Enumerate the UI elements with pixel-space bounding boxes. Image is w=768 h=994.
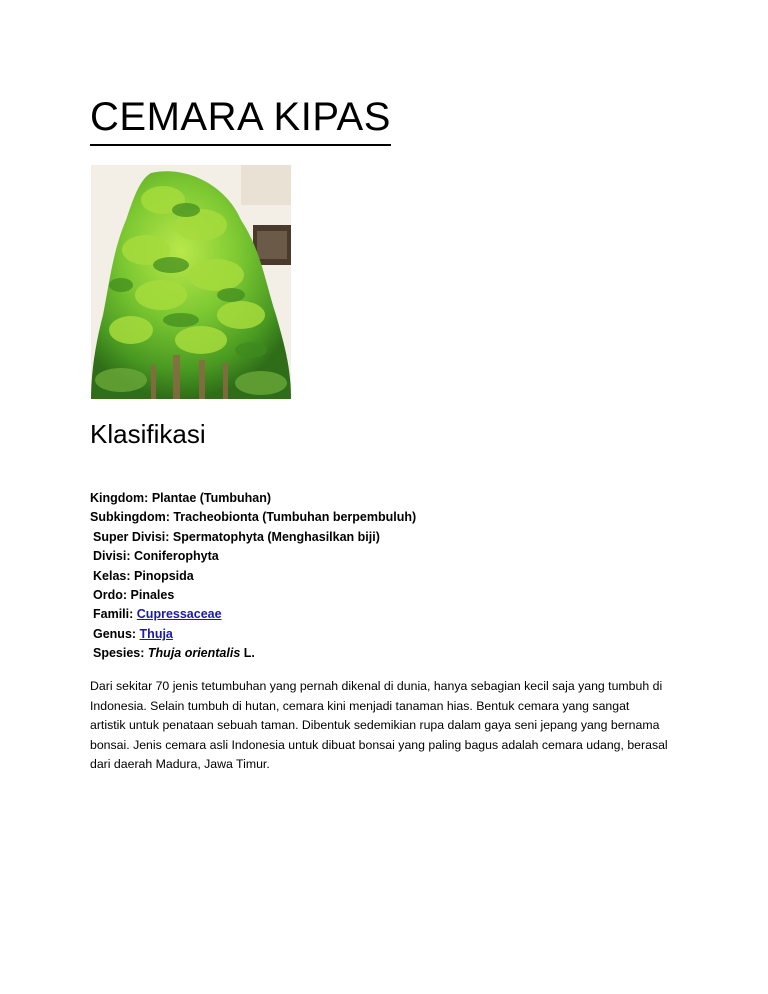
- classification-famili: [90, 605, 416, 624]
- classification-label: Kingdom:: [90, 491, 149, 505]
- paragraph-line: bonsai. Jenis cemara asli Indonesia untuk dibuat bonsai yang paling bagus adalah cemara udang, berasal: [90, 737, 668, 752]
- classification-label: Kelas:: [93, 568, 131, 583]
- cemara-kipas-photo: [91, 165, 291, 399]
- classification-kingdom: [90, 489, 416, 508]
- classification-label: Subkingdom:: [90, 510, 170, 525]
- classification-value: Pinopsida: [134, 568, 194, 583]
- classification-super-divisi: [90, 528, 416, 547]
- classification-value: Coniferophyta: [134, 549, 219, 564]
- classification-value: Pinales: [130, 588, 175, 603]
- classification-kelas: [90, 567, 416, 586]
- classification-label: Genus:: [93, 626, 137, 641]
- paragraph-line: artistik untuk penataan sebuah taman. Dibentuk sedemikian rupa dalam gaya seni jepang yang bernama: [90, 718, 660, 732]
- classification-label: Super Divisi:: [93, 529, 170, 544]
- paragraph-line: Dari sekitar 70 jenis tetumbuhan yang pernah dikenal di dunia, hanya sebagian kecil saja yang tumbuh di: [90, 679, 663, 693]
- paragraph-line: Indonesia. Selain tumbuh di hutan, cemara kini menjadi tanaman hias. Bentuk cemara yang sangat: [90, 698, 630, 713]
- thuja-link[interactable]: Thuja: [139, 626, 173, 641]
- classification-label: Spesies:: [93, 646, 145, 661]
- cupressaceae-link[interactable]: Cupressaceae: [136, 607, 222, 622]
- classification-ordo: [90, 586, 416, 605]
- classification-divisi: [90, 547, 416, 566]
- classification-subkingdom: [90, 508, 416, 527]
- paragraph-line: dari daerah Madura, Jawa Timur.: [90, 757, 270, 771]
- classification-label: Divisi:: [93, 549, 131, 564]
- classification-value: Tracheobionta (Tumbuhan berpembuluh): [173, 510, 417, 525]
- classification-value: Plantae (Tumbuhan): [151, 491, 272, 505]
- species-author: L.: [243, 646, 255, 661]
- classification-value: Spermatophyta (Menghasilkan biji): [172, 529, 380, 544]
- classification-list: [90, 489, 416, 664]
- classification-label: Ordo:: [93, 588, 128, 603]
- classification-spesies: [90, 644, 416, 663]
- description-paragraph: [90, 677, 690, 775]
- species-name: Thuja orientalis: [147, 646, 241, 661]
- classification-label: Famili:: [93, 607, 134, 622]
- classification-genus: [90, 625, 416, 644]
- document-title: CEMARA KIPAS: [90, 92, 391, 146]
- section-heading: Klasifikasi: [90, 419, 206, 449]
